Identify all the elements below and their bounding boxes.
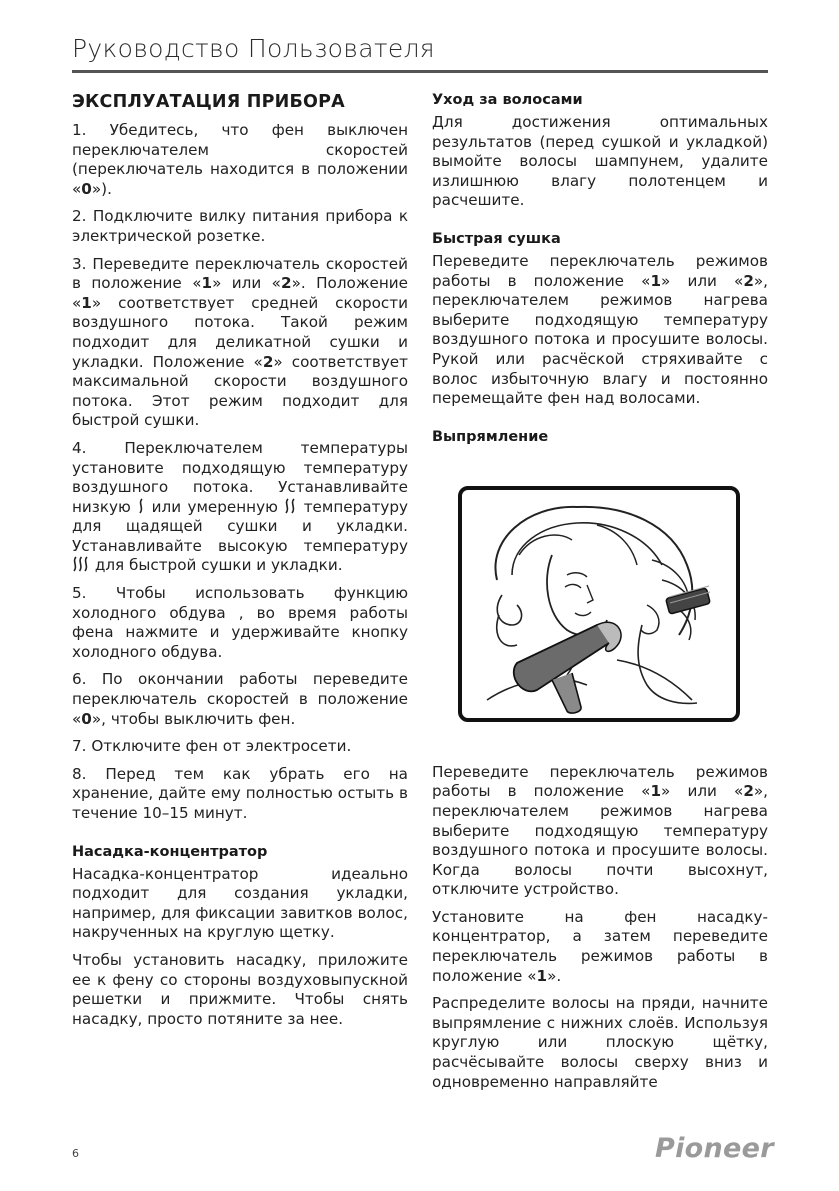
- step-2: 2. Подключите вилку питания прибора к электрической розетке.: [72, 207, 408, 245]
- step-6: 6. По окончании работы переведите переключатель скоростей в положение «0», чтобы выключить фен.: [72, 670, 408, 728]
- operation-heading: ЭКСПЛУАТАЦИЯ ПРИБОРА: [72, 92, 345, 112]
- high-heat-icon: [72, 556, 90, 572]
- step-1: 1. Убедитесь, что фен выключен переключателем скоростей (переключатель находится в положении «0»).: [72, 121, 408, 198]
- page-number: 6: [72, 1147, 79, 1160]
- straighten-heading: Выпрямление: [432, 428, 549, 445]
- right-column: [432, 92, 768, 1100]
- straighten-paragraph-2: Установите на фен насадку-концентратор, а затем переведите переключатель режимов работы в положение «1».: [432, 907, 768, 985]
- quick-dry-paragraph: Переведите переключатель режимов работы в положение «1» или «2», переключателем режимов нагрева выберите подходящую температуру воздушного потока и просушите волосы. Рукой или расчёской стряхивайте с волос избыточную влагу и постоянно перемещайте фен над волосами.: [432, 251, 769, 408]
- care-paragraph: Для достижения оптимальных результатов (перед сушкой и укладкой) вымойте волосы шампунем, удалите излишнюю влагу полотенцем и расчешите.: [432, 113, 768, 210]
- quick-dry-heading: Быстрая сушка: [432, 230, 561, 247]
- medium-heat-icon: [284, 498, 297, 514]
- concentrator-heading: Насадка-концентратор: [72, 843, 268, 860]
- brand-logo: Pioneer: [655, 1133, 774, 1164]
- step-3: 3. Переведите переключатель скоростей в положение «1» или «2». Положение «1» соответствует средней скорости воздушного потока. Такой режим подходит для деликатной сушки и укладки. Положение «2» соответствует максимальной скорости воздушного потока. Этот режим подходит для быстрой сушки.: [72, 254, 408, 430]
- page-header-title: Руководство Пользователя: [72, 34, 435, 63]
- step-7: 7. Отключите фен от электросети.: [72, 737, 352, 756]
- step-8: 8. Перед тем как убрать его на хранение, дайте ему полностью остыть в течение 10–15 минут.: [72, 764, 408, 822]
- straighten-paragraph-3: Распределите волосы на пряди, начните выпрямление с нижних слоёв. Используя круглую или плоскую щётку, расчёсывайте волосы сверху вниз и одновременно направляйте: [432, 994, 768, 1091]
- left-column: [72, 92, 408, 1037]
- concentrator-paragraph-1: Насадка-концентратор идеально подходит для создания укладки, например, для фиксации завитков волос, накрученных на круглую щетку.: [72, 864, 408, 942]
- header-divider: [72, 70, 768, 73]
- concentrator-paragraph-2: Чтобы установить насадку, приложите ее к фену со стороны воздуховыпускной решетки и прижмите. Чтобы снять насадку, просто потяните за нее.: [72, 950, 408, 1028]
- low-heat-icon: [137, 498, 145, 514]
- care-heading: Уход за волосами: [432, 92, 583, 108]
- straighten-paragraph-1: Переведите переключатель режимов работы в положение «1» или «2», переключателем режимов нагрева выберите подходящую температуру воздушного потока и просушите волосы. Когда волосы почти высохнут, отключите устройство.: [432, 762, 769, 899]
- step-4: 4. Переключателем температуры установите подходящую температуру воздушного потока. Устанавливайте низкую или умеренную температуру для щадящей сушки и укладки. Устанавливайте высокую температуру для быстрой сушки и укладки.: [72, 438, 409, 575]
- step-5: 5. Чтобы использовать функцию холодного обдува , во время работы фена нажмите и удерживайте кнопку холодного обдува.: [72, 584, 408, 661]
- hair-drying-illustration: [457, 485, 741, 723]
